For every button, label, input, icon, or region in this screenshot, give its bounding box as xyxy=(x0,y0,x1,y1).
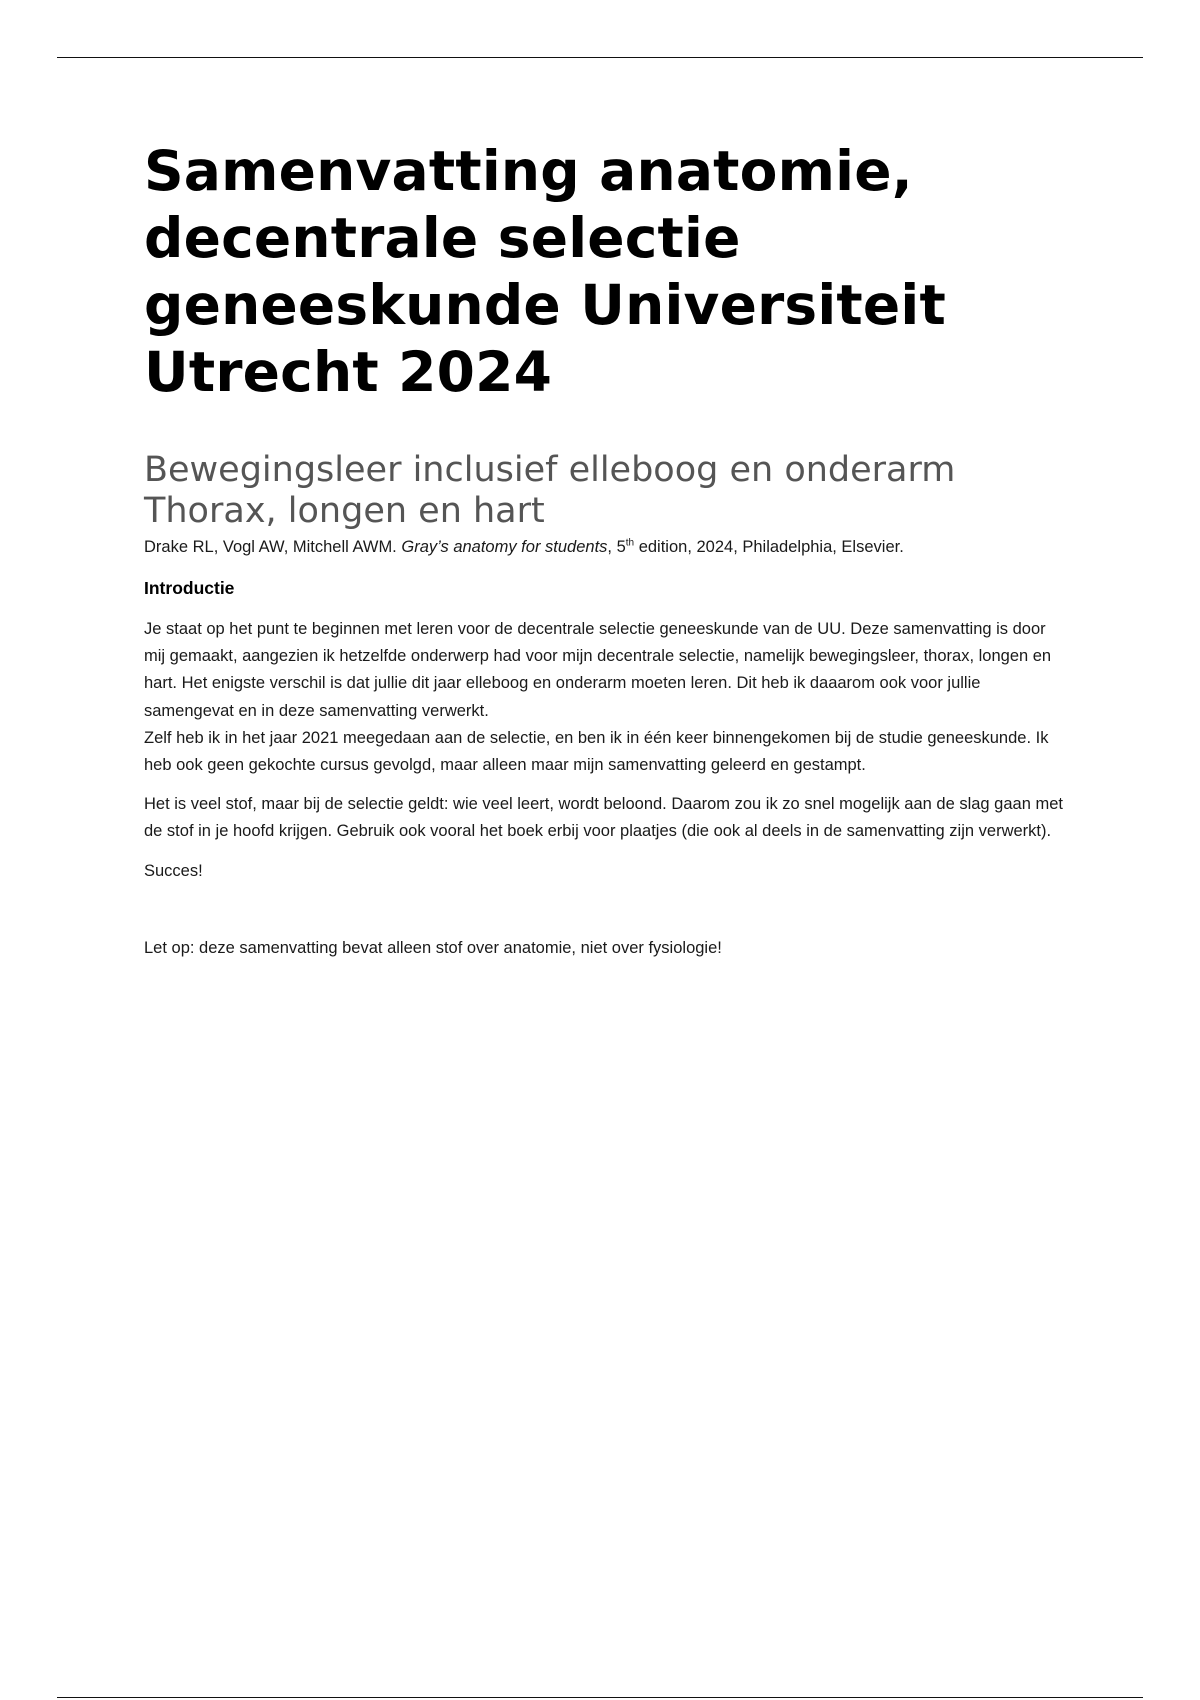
subtitle-block xyxy=(144,450,1064,532)
closing-line: Succes! xyxy=(144,861,203,880)
document-body xyxy=(144,138,1064,962)
note-line: Let op: deze samenvatting bevat alleen stof over anatomie, niet over fysiologie! xyxy=(144,938,722,957)
footer-rule xyxy=(57,1697,1143,1698)
citation-separator: , 5 xyxy=(607,538,626,556)
document-title: Samenvatting anatomie, decentrale selectie geneeskunde Universiteit Utrecht 2024 xyxy=(144,139,946,404)
citation-authors: Drake RL, Vogl AW, Mitchell AWM. xyxy=(144,538,402,556)
book-citation xyxy=(144,536,1064,558)
header-rule xyxy=(57,57,1143,58)
intro-paragraph-2: Zelf heb ik in het jaar 2021 meegedaan aan de selectie, en ben ik in één keer binnengekomen bij de studie geneeskunde. Ik heb ook geen gekochte cursus gevolgd, maar alleen maar mijn samenvatting geleerd en gestampt. xyxy=(144,728,1049,775)
citation-superscript: th xyxy=(625,537,635,549)
intro-heading: Introductie xyxy=(144,578,235,598)
citation-rest: edition, 2024, Philadelphia, Elsevier. xyxy=(634,538,904,556)
subtitle-line-1: Bewegingsleer inclusief elleboog en onderarm xyxy=(144,450,956,490)
subtitle-line-2: Thorax, longen en hart xyxy=(144,491,545,531)
citation-book-title: Gray’s anatomy for students xyxy=(401,538,608,556)
intro-paragraph-1: Je staat op het punt te beginnen met leren voor de decentrale selectie geneeskunde van de UU. Deze samenvatting is door mij gemaakt, aangezien ik hetzelfde onderwerp had voor mijn decentrale selectie, namelijk bewegingsleer, thorax, longen en hart. Het enigste verschil is dat jullie dit jaar elleboog en onderarm moeten leren. Dit heb ik daaarom ook voor jullie samengevat en in deze samenvatting verwerkt. xyxy=(144,620,1052,720)
intro-paragraph-3: Het is veel stof, maar bij de selectie geldt: wie veel leert, wordt beloond. Daarom zou ik zo snel mogelijk aan de slag gaan met de stof in je hoofd krijgen. Gebruik ook vooral het boek erbij voor plaatjes (die ook al deels in de samenvatting zijn verwerkt). xyxy=(144,795,1063,841)
